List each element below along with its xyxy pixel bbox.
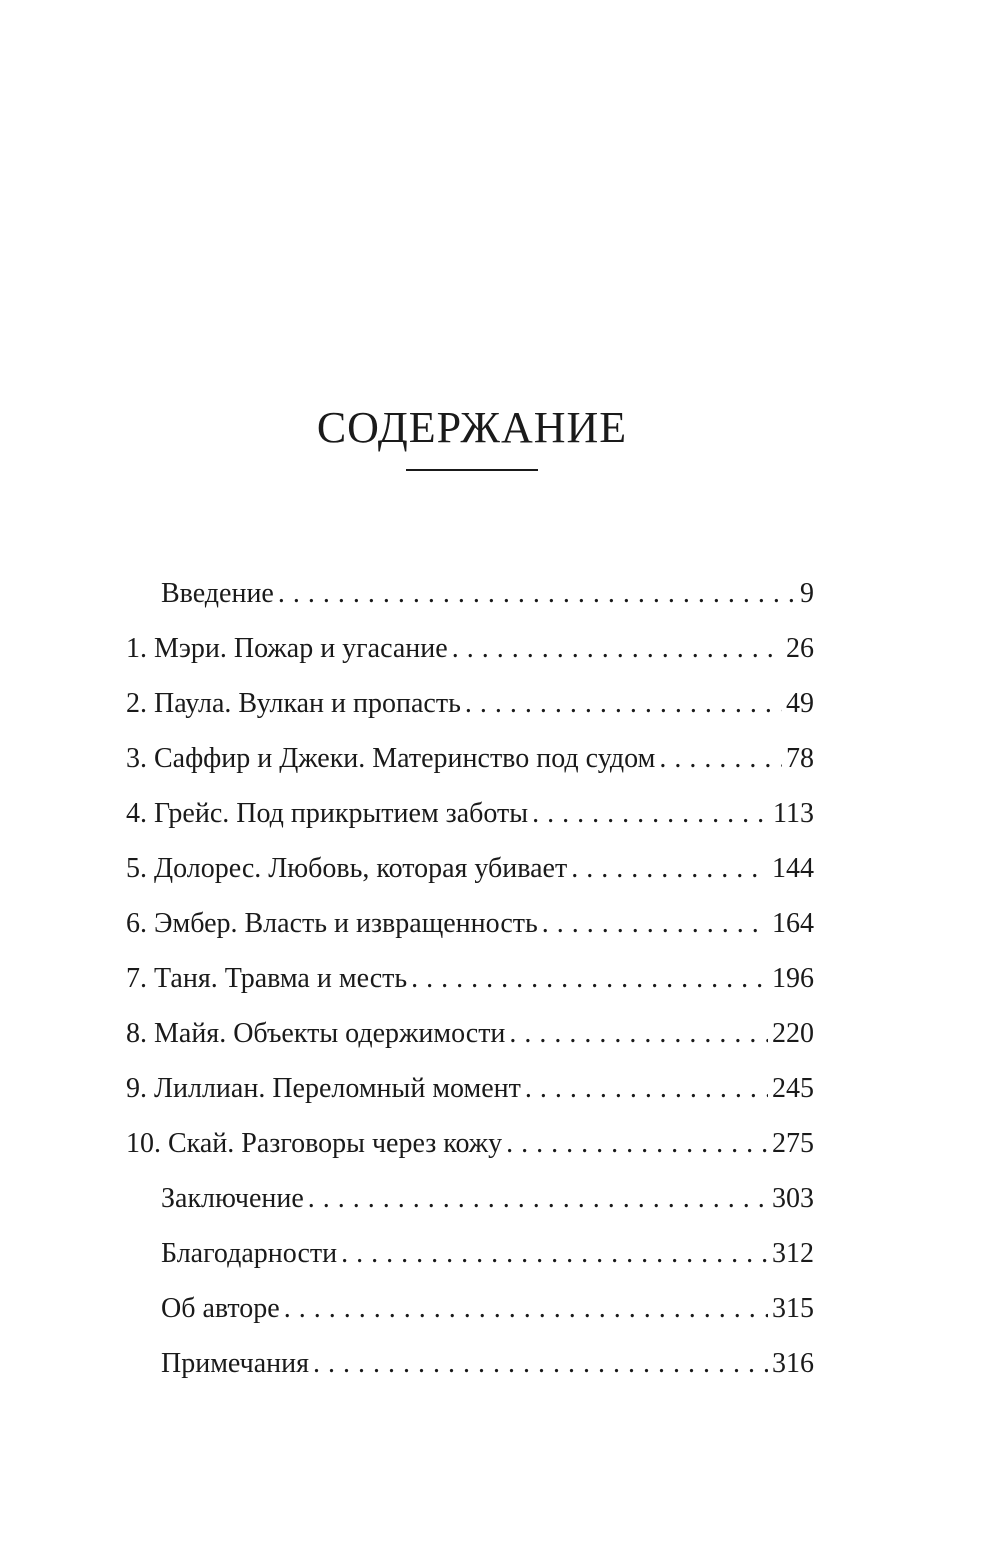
toc-entry-title: Примечания — [161, 1348, 310, 1379]
toc-entry[interactable] — [126, 955, 814, 1010]
toc-entry[interactable] — [126, 570, 814, 625]
toc-entry-title: 2. Паула. Вулкан и пропасть — [126, 688, 461, 719]
toc-page-number: 303 — [772, 1183, 814, 1214]
page-title: СОДЕРЖАНИЕ — [316, 403, 628, 452]
dot-leader — [452, 625, 782, 673]
toc-entry[interactable] — [126, 900, 814, 955]
dot-leader — [411, 955, 768, 1003]
dot-leader — [341, 1230, 768, 1278]
toc-page-number: 49 — [786, 688, 814, 719]
toc-entry-title: 8. Майя. Объекты одержимости — [126, 1018, 506, 1049]
toc-entry-title: 10. Скай. Разговоры через кожу — [126, 1128, 503, 1159]
toc-entry[interactable] — [126, 845, 814, 900]
toc-page-number: 164 — [772, 908, 814, 939]
toc-entry-title: Введение — [161, 578, 274, 609]
toc-entry[interactable] — [126, 1120, 814, 1175]
toc-entry[interactable] — [126, 790, 814, 845]
toc-entry-title: Об авторе — [161, 1293, 280, 1324]
dot-leader — [525, 1065, 768, 1113]
toc-page-number: 275 — [772, 1128, 814, 1159]
toc-entry-title: 9. Лиллиан. Переломный момент — [126, 1073, 521, 1104]
toc-entry-title: 7. Таня. Травма и месть — [126, 963, 408, 994]
dot-leader — [313, 1340, 768, 1388]
title-underline — [406, 469, 538, 471]
toc-page-number: 196 — [772, 963, 814, 994]
dot-leader — [465, 680, 782, 728]
toc-page-number: 144 — [772, 853, 814, 884]
toc-entry-title: 1. Мэри. Пожар и угасание — [126, 633, 448, 664]
toc-entry-title: 3. Саффир и Джеки. Материнство под судом — [126, 743, 656, 774]
dot-leader — [308, 1175, 768, 1223]
table-of-contents — [126, 570, 814, 1395]
toc-entry-title: Заключение — [161, 1183, 304, 1214]
toc-entry[interactable] — [126, 680, 814, 735]
toc-entry[interactable] — [126, 1230, 814, 1285]
dot-leader — [509, 1010, 768, 1058]
toc-entry[interactable] — [126, 735, 814, 790]
toc-page-number: 220 — [772, 1018, 814, 1049]
toc-page-number: 9 — [800, 578, 814, 609]
dot-leader — [571, 845, 768, 893]
toc-page-number: 312 — [772, 1238, 814, 1269]
dot-leader — [284, 1285, 768, 1333]
dot-leader — [532, 790, 769, 838]
toc-entry[interactable] — [126, 625, 814, 680]
toc-entry-title: Благодарности — [161, 1238, 338, 1269]
dot-leader — [506, 1120, 768, 1168]
dot-leader — [278, 570, 796, 618]
toc-entry-title: 6. Эмбер. Власть и извращенность — [126, 908, 538, 939]
toc-page-number: 113 — [773, 798, 814, 829]
toc-entry[interactable] — [126, 1010, 814, 1065]
toc-entry-title: 5. Долорес. Любовь, которая убивает — [126, 853, 568, 884]
toc-entry[interactable] — [126, 1065, 814, 1120]
toc-entry[interactable] — [126, 1285, 814, 1340]
toc-entry[interactable] — [126, 1340, 814, 1395]
toc-page-number: 26 — [786, 633, 814, 664]
toc-entry-title: 4. Грейс. Под прикрытием заботы — [126, 798, 529, 829]
dot-leader — [659, 735, 782, 783]
toc-page-number: 316 — [772, 1348, 814, 1379]
dot-leader — [542, 900, 768, 948]
toc-page-number: 245 — [772, 1073, 814, 1104]
toc-page-number: 78 — [786, 743, 814, 774]
toc-page-number: 315 — [772, 1293, 814, 1324]
toc-entry[interactable] — [126, 1175, 814, 1230]
